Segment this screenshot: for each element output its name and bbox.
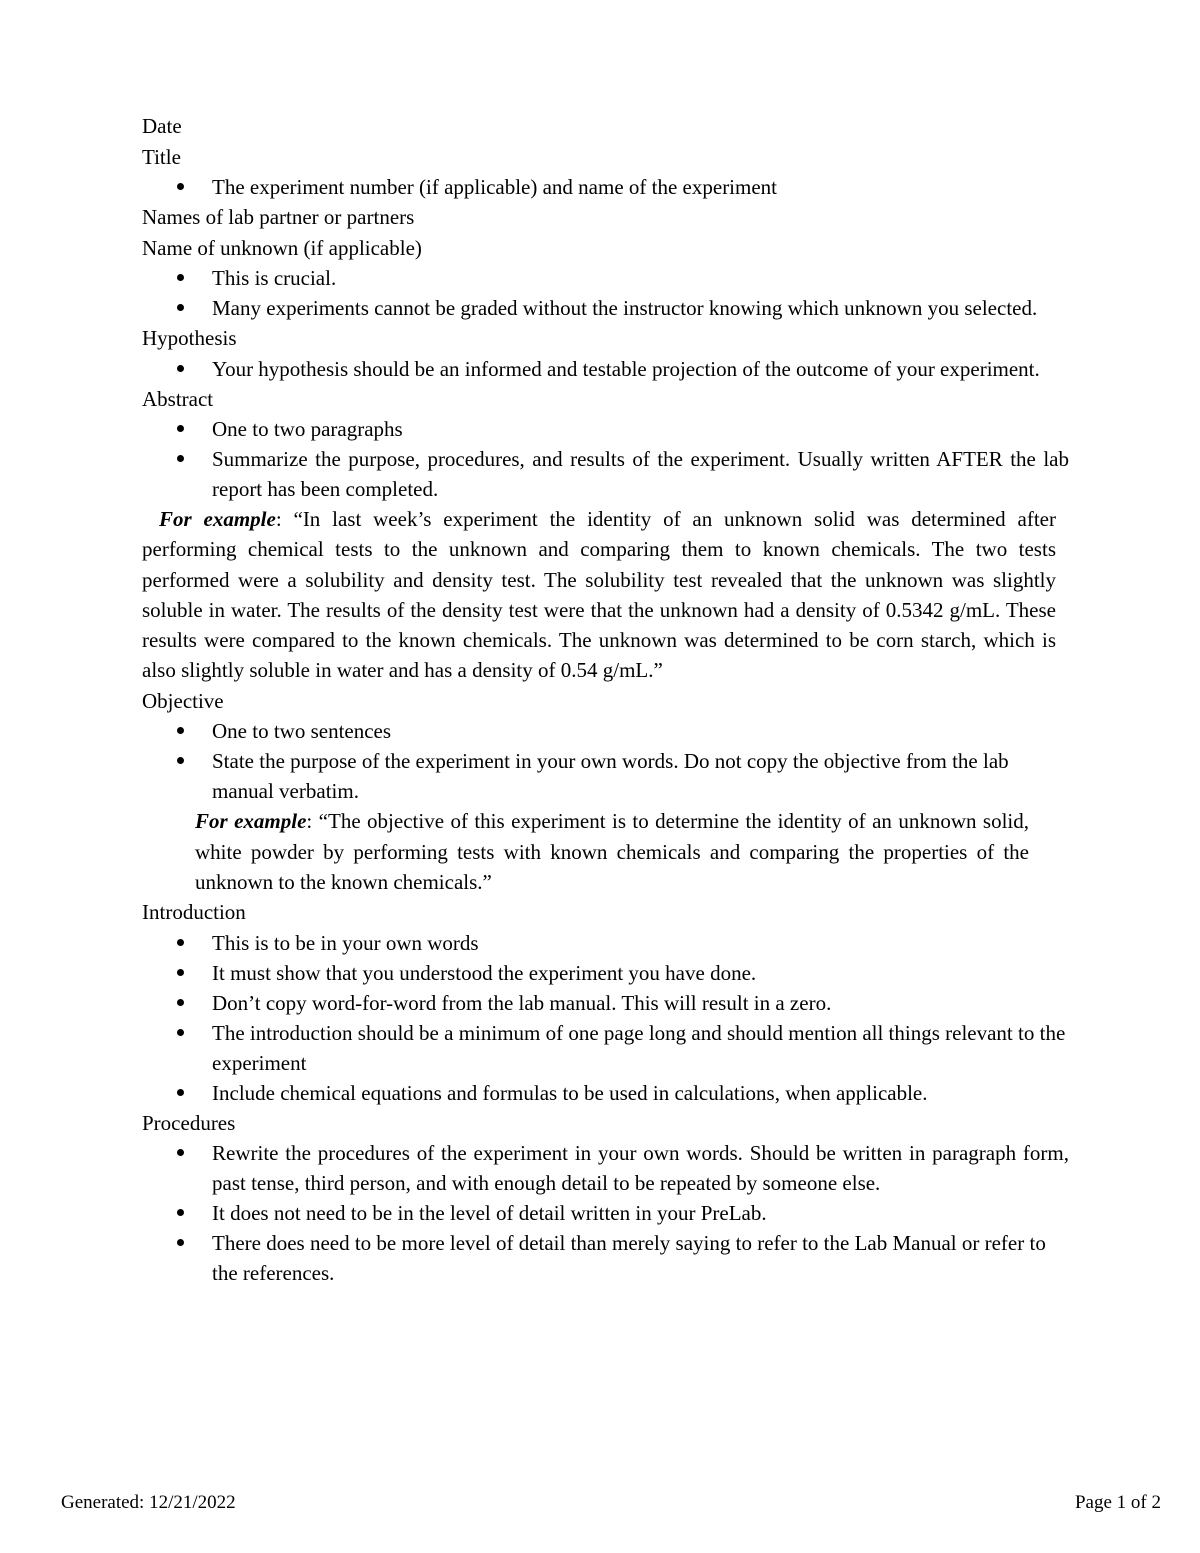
list-item: Your hypothesis should be an informed and testable projection of the outcome of your experiment.	[142, 354, 1069, 384]
hypothesis-heading: Hypothesis	[142, 326, 237, 350]
list-item: State the purpose of the experiment in your own words. Do not copy the objective from the lab manual verbatim.	[142, 746, 1069, 806]
list-item: One to two sentences	[142, 716, 1069, 746]
bullet-icon	[177, 1209, 184, 1216]
abstract-heading: Abstract	[142, 386, 214, 411]
footer-generated-date: Generated: 12/21/2022	[61, 1492, 236, 1513]
procedures-heading: Procedures	[142, 1110, 236, 1135]
bullet-icon	[177, 274, 184, 281]
list-item: Don’t copy word-for-word from the lab manual. This will result in a zero.	[142, 988, 1069, 1018]
list-item: This is to be in your own words	[142, 928, 1069, 958]
example-label: For example	[195, 809, 307, 834]
bullet-icon	[177, 969, 184, 976]
partners-heading: Names of lab partner or partners	[142, 205, 415, 229]
bullet-icon	[177, 183, 184, 190]
bullet-icon	[177, 1029, 184, 1036]
unknown-bullets	[142, 263, 1069, 323]
introduction-heading: Introduction	[142, 900, 246, 925]
bullet-icon	[177, 757, 184, 764]
example-text: : “The objective of this experiment is to determine the identity of an unknown solid, white powder by performing tests with known chemicals and comparing the properties of the unknown to the known chemicals.”	[195, 809, 1030, 894]
abstract-example	[142, 504, 1069, 686]
bullet-icon	[177, 727, 184, 734]
list-item: Include chemical equations and formulas to be used in calculations, when applicable.	[142, 1078, 1069, 1108]
objective-heading: Objective	[142, 688, 224, 713]
bullet-icon	[177, 939, 184, 946]
introduction-bullets	[142, 928, 1069, 1108]
list-item: There does need to be more level of detail than merely saying to refer to the Lab Manual or refer to the references.	[142, 1228, 1069, 1288]
bullet-icon	[177, 365, 184, 372]
bullet-icon	[177, 304, 184, 311]
bullet-icon	[177, 1149, 184, 1156]
list-item: One to two paragraphs	[142, 414, 1069, 444]
list-item: The introduction should be a minimum of one page long and should mention all things relevant to the experiment	[142, 1018, 1069, 1078]
list-item: Many experiments cannot be graded without the instructor knowing which unknown you selected.	[142, 293, 1069, 323]
bullet-icon	[177, 999, 184, 1006]
procedures-bullets	[142, 1138, 1069, 1288]
hypothesis-bullets	[142, 354, 1069, 384]
footer-page-number: Page 1 of 2	[1074, 1492, 1161, 1513]
list-item: This is crucial.	[142, 263, 1069, 293]
unknown-heading: Name of unknown (if applicable)	[142, 235, 422, 260]
example-text: : “In last week’s experiment the identity of an unknown solid was determined after performing chemical tests to the unknown and comparing them to known chemicals. The two tests performed were a solubility and density test. The solubility test revealed that the unknown was slightly soluble in water. The results of the density test were that the unknown had a density of 0.5342 g/mL. These results were compared to the known chemicals. The unknown was determined to be corn starch, which is also slightly soluble in water and has a density of 0.54 g/mL.”	[142, 507, 1056, 683]
objective-example	[195, 806, 1029, 897]
list-item: The experiment number (if applicable) and name of the experiment	[142, 172, 1069, 202]
bullet-icon	[177, 1089, 184, 1096]
document-page	[142, 111, 1069, 1288]
title-heading: Title	[142, 144, 181, 169]
example-label: For example	[159, 507, 276, 531]
title-bullets	[142, 172, 1069, 202]
bullet-icon	[177, 455, 184, 462]
bullet-icon	[177, 425, 184, 432]
list-item: It must show that you understood the experiment you have done.	[142, 958, 1069, 988]
bullet-icon	[177, 1239, 184, 1246]
abstract-bullets	[142, 414, 1069, 504]
date-heading: Date	[142, 114, 182, 138]
list-item: It does not need to be in the level of detail written in your PreLab.	[142, 1198, 1069, 1228]
objective-bullets	[142, 716, 1069, 806]
list-item: Rewrite the procedures of the experiment in your own words. Should be written in paragraph form, past tense, third person, and with enough detail to be repeated by someone else.	[142, 1138, 1069, 1198]
list-item: Summarize the purpose, procedures, and results of the experiment. Usually written AFTER the lab report has been completed.	[142, 444, 1069, 504]
